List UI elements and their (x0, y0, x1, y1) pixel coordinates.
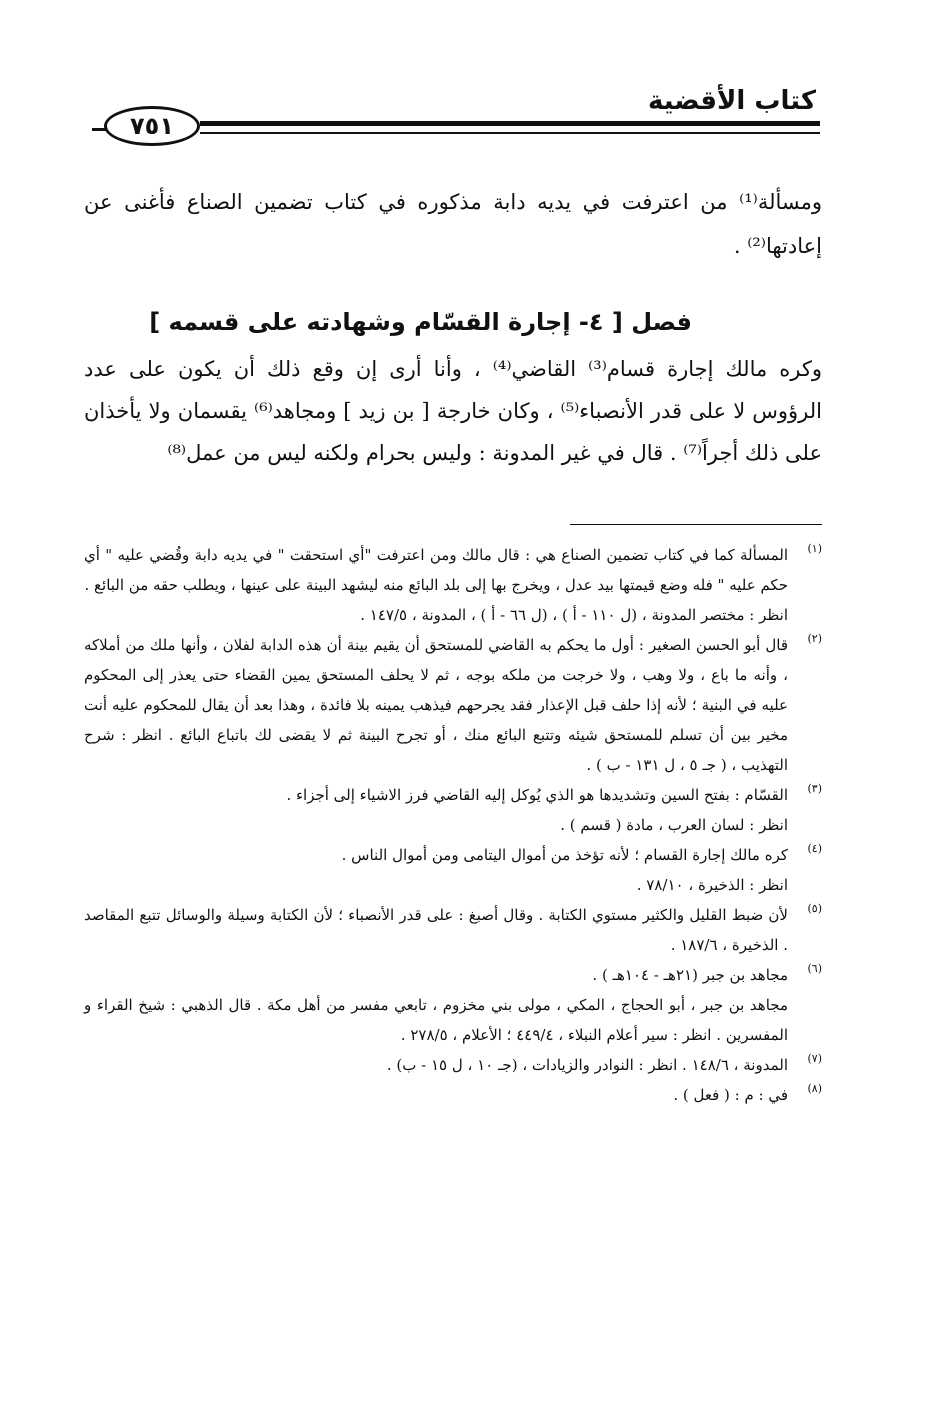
footnote-2 (84, 630, 822, 780)
footnote-text: لأن ضبط القليل والكثير مستوي الكتابة . وقال أصبغ : على قدر الأنصباء ؛ لأن الكتابة وسيلة والوسائل تتبع المقاصد . الذخيرة ، ١٨٧/٦ . (84, 906, 788, 954)
footnote-number: (١) (807, 542, 822, 555)
footnotes (84, 540, 822, 1110)
footnote-text: المدونة ، ١٤٨/٦ . انظر : النوادر والزيادات ، (جـ ١٠ ، ل ١٥ - ب) . (386, 1056, 788, 1074)
footnote-number: (٨) (807, 1082, 822, 1095)
footnote-text: مجاهد بن جبر (٢١هـ - ١٠٤هـ ) . (592, 966, 788, 984)
page-number: ٧٥١ (104, 106, 200, 146)
footnote-1 (84, 540, 822, 630)
section-heading: فصل [ ٤- إجارة القسّام وشهادته على قسمه ] (149, 308, 692, 336)
footnote-reference: مجاهد بن جبر ، أبو الحجاج ، المكي ، مولى بني مخزوم ، تابعي مفسر من أهل مكة . قال الذهبي : شيخ القراء و المفسرين . انظر : سير أعلام النبلاء ، ٤٤٩/٤ ؛ الأعلام ، ٢٧٨/٥ . (84, 996, 788, 1044)
running-header-title: كتاب الأقضية (648, 86, 816, 116)
footnote-7 (84, 1050, 822, 1080)
footnote-text: في : م : ( فعل ) . (673, 1086, 788, 1104)
footnote-8 (84, 1080, 822, 1110)
footnote-number: (٣) (807, 782, 822, 795)
footnote-reference: انظر : مختصر المدونة ، (ل ١١٠ - أ ) ، (ل ٦٦ - أ ) ، المدونة ، ١٤٧/٥ . (360, 606, 788, 624)
footnote-6 (84, 960, 822, 1050)
footnote-reference: انظر : الذخيرة ، ٧٨/١٠ . (636, 876, 788, 894)
footnote-text: القسّام : بفتح السين وتشديدها هو الذي يُوكل إليه القاضي فرز الاشياء إلى أجزاء . (286, 786, 788, 804)
footnote-number: (٧) (807, 1052, 822, 1065)
footnote-5 (84, 900, 822, 960)
footnote-text: كره مالك إجارة القسام ؛ لأنه تؤخذ من أموال اليتامى ومن أموال الناس . (341, 846, 788, 864)
footnote-number: (٥) (807, 902, 822, 915)
footnote-text: قال أبو الحسن الصغير : أول ما يحكم به القاضي للمستحق أن يقيم بينة أن هذه الدابة لفلان ، وأنها ملك من أملاكه ، وأنه ما باع ، ولا وهب ، ولا خرجت من ملكه بوجه ، ثم لا يحلف المستحق يمين القضاء حتى يعذر إلى المحكوم عليه في البنية ؛ لأنه إذا حلف قبل الإعذار فقد يجرحهم فيذهب يمينه بلا فائدة ، وهذا بعد أن يقال للمحكوم عليه أنت مخير بين أن تسلم للمستحق شيئه وتتبع البائع منك ، أو تجرح البينة ثم لا يقضى لك باتباع البائع . انظر : شرح التهذيب ، ( جـ ٥ ، ل ١٣١ - ب ) . (84, 636, 788, 774)
header-rule-thick (200, 121, 820, 126)
footnote-4 (84, 840, 822, 900)
footnote-number: (٤) (807, 842, 822, 855)
header-rule-thin (200, 132, 820, 134)
intro-paragraph: ومسألة⁽¹⁾ من اعترفت في يديه دابة مذكوره في كتاب تضمين الصناع فأغنى عن إعادتها⁽²⁾ . (84, 190, 822, 258)
footnote-reference: انظر : لسان العرب ، مادة ( قسم ) . (560, 816, 788, 834)
footnote-number: (٦) (807, 962, 822, 975)
section-body-paragraph: وكره مالك إجارة قسام⁽³⁾ القاضي⁽⁴⁾ ، وأنا أرى إن وقع ذلك أن يكون على عدد الرؤوس لا على قدر الأنصباء⁽⁵⁾ ، وكان خارجة [ بن زيد ] ومجاهد⁽⁶⁾ يقسمان ولا يأخذان على ذلك أجراً⁽⁷⁾ . قال في غير المدونة : وليس بحرام ولكنه ليس من عمل⁽⁸⁾ (84, 357, 822, 465)
footnote-text: المسألة كما في كتاب تضمين الصناع هي : قال مالك ومن اعترفت "أي استحقت " في يديه دابة وقُضي عليه " أي حكم عليه " فله وضع قيمتها بيد عدل ، ويخرج بها إلى بلد البائع منه ليشهد البينة على عينها ، ويطلب حقه من البائع . (84, 546, 788, 594)
footnote-divider (570, 524, 822, 525)
footnote-3 (84, 780, 822, 840)
footnote-number: (٢) (807, 632, 822, 645)
